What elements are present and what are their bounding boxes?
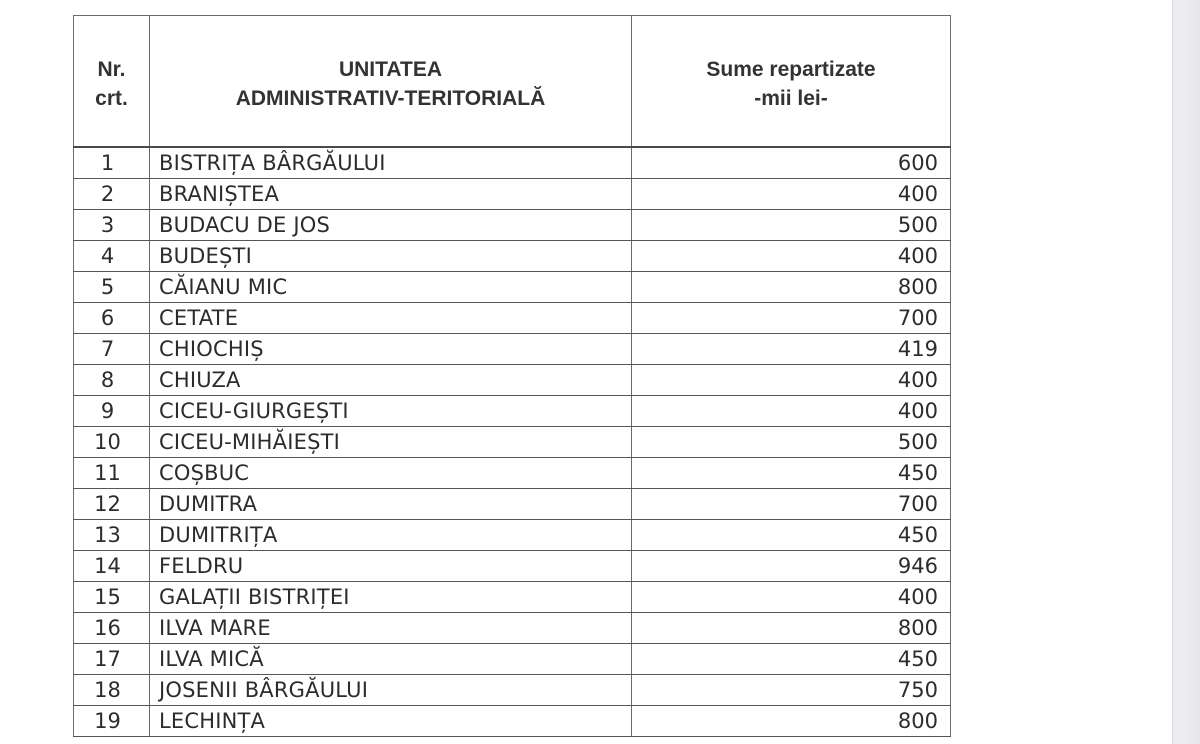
unit-name: GALAȚII BISTRIȚEI [150,582,632,613]
allocated-sum: 450 [632,520,951,551]
allocated-sum: 400 [632,179,951,210]
table-row [74,334,951,365]
table-row [74,272,951,303]
row-number: 2 [74,179,150,210]
allocated-sum: 400 [632,582,951,613]
allocated-sum: 400 [632,365,951,396]
allocated-sum: 700 [632,303,951,334]
row-number: 6 [74,303,150,334]
table-header [74,16,951,148]
unit-name: CETATE [150,303,632,334]
allocated-sum: 946 [632,551,951,582]
row-number: 19 [74,706,150,737]
table-row [74,551,951,582]
table-row [74,210,951,241]
unit-name: CĂIANU MIC [150,272,632,303]
table-row [74,675,951,706]
header-unit [150,16,632,148]
unit-name: JOSENII BÂRGĂULUI [150,675,632,706]
header-unit-line2: ADMINISTRATIV-TERITORIALĂ [235,87,546,110]
unit-name: BRANIȘTEA [150,179,632,210]
allocated-sum: 419 [632,334,951,365]
allocated-sum: 500 [632,210,951,241]
unit-name: COȘBUC [150,458,632,489]
allocated-sum: 400 [632,241,951,272]
header-nr-line2: crt. [95,87,128,110]
header-nr-crt [74,16,150,148]
header-unit-line1: UNITATEA [338,58,443,81]
table-row [74,303,951,334]
table-row [74,706,951,737]
table-row [74,458,951,489]
header-nr-line1: Nr. [97,58,126,81]
allocated-sum: 800 [632,272,951,303]
allocated-sum: 800 [632,613,951,644]
row-number: 3 [74,210,150,241]
unit-name: CHIOCHIȘ [150,334,632,365]
allocated-sum: 800 [632,706,951,737]
header-sums [632,16,951,148]
row-number: 14 [74,551,150,582]
allocated-sum: 500 [632,427,951,458]
unit-name: LECHINȚA [150,706,632,737]
table-row [74,582,951,613]
unit-name: ILVA MARE [150,613,632,644]
header-row [74,16,951,148]
unit-name: BISTRIȚA BÂRGĂULUI [150,147,632,179]
row-number: 5 [74,272,150,303]
allocated-sum: 700 [632,489,951,520]
row-number: 7 [74,334,150,365]
allocated-sum: 600 [632,147,951,179]
table-row [74,489,951,520]
header-sums-line2: -mii lei- [754,87,828,110]
page-edge-shadow [1172,0,1200,744]
allocated-sum: 450 [632,458,951,489]
unit-name: CICEU-GIURGEȘTI [150,396,632,427]
unit-name: BUDACU DE JOS [150,210,632,241]
unit-name: CICEU-MIHĂIEȘTI [150,427,632,458]
table-row [74,147,951,179]
row-number: 9 [74,396,150,427]
table-row [74,644,951,675]
table-row [74,520,951,551]
table-row [74,427,951,458]
table-row [74,365,951,396]
row-number: 12 [74,489,150,520]
allocated-sum: 400 [632,396,951,427]
table-row [74,241,951,272]
unit-name: FELDRU [150,551,632,582]
row-number: 18 [74,675,150,706]
allocation-table [73,15,951,737]
row-number: 11 [74,458,150,489]
row-number: 13 [74,520,150,551]
allocated-sum: 450 [632,644,951,675]
row-number: 15 [74,582,150,613]
unit-name: BUDEȘTI [150,241,632,272]
table-body [74,147,951,737]
unit-name: ILVA MICĂ [150,644,632,675]
table-row [74,179,951,210]
row-number: 8 [74,365,150,396]
row-number: 16 [74,613,150,644]
row-number: 4 [74,241,150,272]
table-row [74,396,951,427]
row-number: 1 [74,147,150,179]
unit-name: DUMITRA [150,489,632,520]
row-number: 17 [74,644,150,675]
row-number: 10 [74,427,150,458]
unit-name: CHIUZA [150,365,632,396]
allocated-sum: 750 [632,675,951,706]
header-sums-line1: Sume repartizate [706,58,876,81]
table-row [74,613,951,644]
unit-name: DUMITRIȚA [150,520,632,551]
